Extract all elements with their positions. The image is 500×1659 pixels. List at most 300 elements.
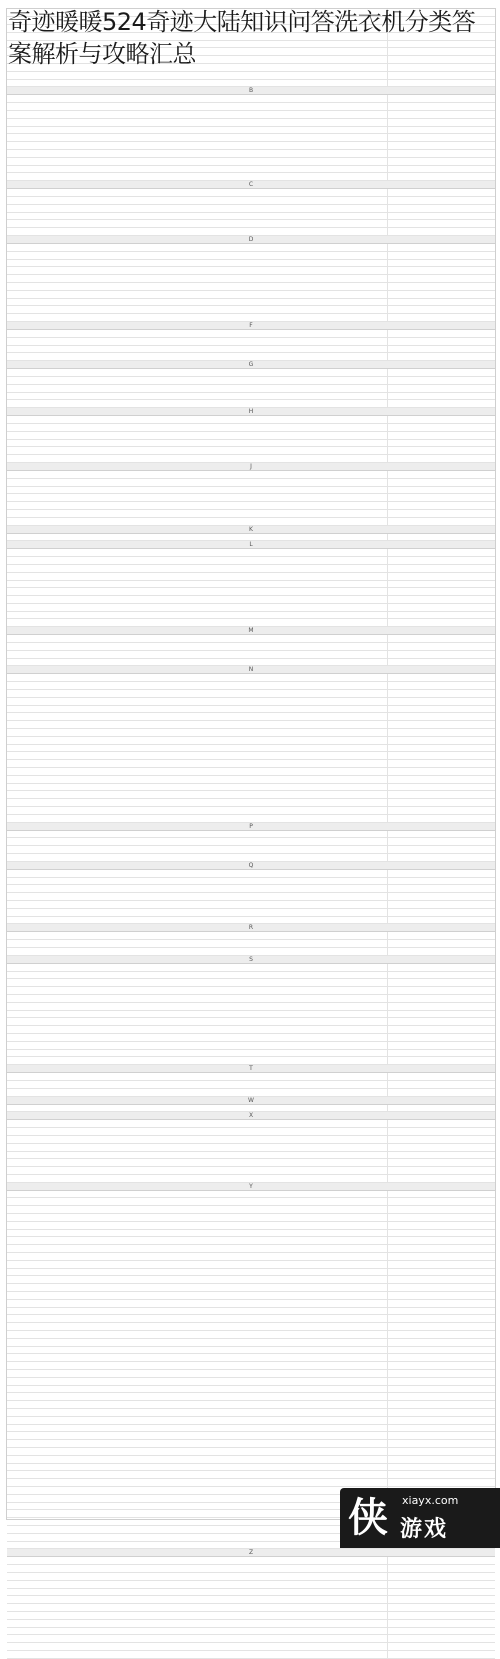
question-cell	[7, 643, 388, 651]
question-cell	[7, 658, 388, 666]
answer-cell	[388, 251, 495, 259]
table-row	[7, 650, 495, 658]
answer-cell	[388, 517, 495, 525]
question-cell	[7, 1377, 388, 1385]
table-row	[7, 384, 495, 392]
question-cell	[7, 814, 388, 822]
table-row	[7, 251, 495, 259]
answer-cell	[388, 1276, 495, 1284]
question-cell	[7, 721, 388, 729]
question-cell	[7, 1455, 388, 1463]
answer-cell	[388, 1292, 495, 1300]
table-row	[7, 1572, 495, 1580]
question-cell	[7, 111, 388, 119]
question-cell	[7, 971, 388, 979]
answer-cell	[388, 502, 495, 510]
answer-cell	[388, 173, 495, 181]
table-row	[7, 423, 495, 431]
question-cell	[7, 353, 388, 361]
section-letter: T	[7, 1065, 495, 1073]
question-cell	[7, 1401, 388, 1409]
table-row	[7, 760, 495, 768]
answer-cell	[388, 854, 495, 862]
answer-cell	[388, 533, 495, 541]
table-row	[7, 713, 495, 721]
answer-cell	[388, 290, 495, 298]
answer-cell	[388, 1080, 495, 1088]
table-row	[7, 752, 495, 760]
question-cell	[7, 1292, 388, 1300]
table-row	[7, 1385, 495, 1393]
question-cell	[7, 251, 388, 259]
table-row	[7, 126, 495, 134]
question-cell	[7, 1315, 388, 1323]
table-row	[7, 1557, 495, 1565]
question-cell	[7, 1299, 388, 1307]
question-cell	[7, 744, 388, 752]
watermark-glyph: 侠	[348, 1495, 388, 1541]
answer-cell	[388, 197, 495, 205]
answer-cell	[388, 1377, 495, 1385]
table-row	[7, 603, 495, 611]
section-letter-row	[7, 627, 495, 635]
answer-cell	[388, 314, 495, 322]
table-row	[7, 877, 495, 885]
section-letter-row	[7, 822, 495, 830]
section-letter: Q	[7, 861, 495, 869]
table-row	[7, 111, 495, 119]
table-row	[7, 1167, 495, 1175]
section-letter: L	[7, 541, 495, 549]
question-cell	[7, 1447, 388, 1455]
answer-cell	[388, 658, 495, 666]
section-letter: S	[7, 955, 495, 963]
question-cell	[7, 635, 388, 643]
question-cell	[7, 1073, 388, 1081]
answer-cell	[388, 1611, 495, 1619]
table-row	[7, 1229, 495, 1237]
watermark-url: xiayx.com	[402, 1494, 459, 1507]
question-cell	[7, 1370, 388, 1378]
question-cell	[7, 1253, 388, 1261]
question-cell	[7, 455, 388, 463]
answer-cell	[388, 1214, 495, 1222]
question-cell	[7, 799, 388, 807]
table-row	[7, 744, 495, 752]
table-row	[7, 846, 495, 854]
answer-cell	[388, 721, 495, 729]
table-row	[7, 1362, 495, 1370]
question-cell	[7, 885, 388, 893]
table-row	[7, 204, 495, 212]
table-row	[7, 228, 495, 236]
table-row	[7, 1049, 495, 1057]
answer-cell	[388, 486, 495, 494]
table-row	[7, 1354, 495, 1362]
answer-cell	[388, 1580, 495, 1588]
question-cell	[7, 580, 388, 588]
question-cell	[7, 283, 388, 291]
table-row	[7, 1650, 495, 1658]
question-cell	[7, 900, 388, 908]
question-cell	[7, 1221, 388, 1229]
question-cell	[7, 1198, 388, 1206]
answer-cell	[388, 1409, 495, 1417]
table-row	[7, 1455, 495, 1463]
section-letter: K	[7, 525, 495, 533]
section-letter-row	[7, 1096, 495, 1104]
answer-cell	[388, 1010, 495, 1018]
answer-cell	[388, 705, 495, 713]
question-cell	[7, 298, 388, 306]
table-row	[7, 869, 495, 877]
answer-cell	[388, 729, 495, 737]
question-cell	[7, 290, 388, 298]
table-row	[7, 1463, 495, 1471]
table-row	[7, 705, 495, 713]
table-row	[7, 854, 495, 862]
table-row	[7, 1588, 495, 1596]
answer-cell	[388, 79, 495, 87]
table-row	[7, 1331, 495, 1339]
table-row	[7, 502, 495, 510]
question-cell	[7, 854, 388, 862]
table-row	[7, 611, 495, 619]
answer-cell	[388, 1588, 495, 1596]
table-row	[7, 1299, 495, 1307]
table-row	[7, 173, 495, 181]
table-row	[7, 783, 495, 791]
question-cell	[7, 713, 388, 721]
question-cell	[7, 1572, 388, 1580]
question-cell	[7, 1245, 388, 1253]
question-cell	[7, 392, 388, 400]
question-cell	[7, 1167, 388, 1175]
table-row	[7, 1033, 495, 1041]
question-cell	[7, 142, 388, 150]
page-title: 奇迹暖暖524奇迹大陆知识问答洗衣机分类答案解析与攻略汇总	[8, 8, 476, 68]
answer-cell	[388, 142, 495, 150]
section-letter: N	[7, 666, 495, 674]
table-row	[7, 947, 495, 955]
question-cell	[7, 1190, 388, 1198]
question-cell	[7, 690, 388, 698]
table-row	[7, 830, 495, 838]
answer-cell	[388, 478, 495, 486]
question-cell	[7, 212, 388, 220]
question-cell	[7, 1588, 388, 1596]
table-row	[7, 799, 495, 807]
answer-cell	[388, 557, 495, 565]
table-row	[7, 979, 495, 987]
question-cell	[7, 79, 388, 87]
answer-cell	[388, 1002, 495, 1010]
table-row	[7, 1276, 495, 1284]
table-row	[7, 455, 495, 463]
question-cell	[7, 1026, 388, 1034]
answer-cell	[388, 611, 495, 619]
answer-cell	[388, 1033, 495, 1041]
question-cell	[7, 588, 388, 596]
question-cell	[7, 314, 388, 322]
question-cell	[7, 173, 388, 181]
answer-cell	[388, 111, 495, 119]
answer-cell	[388, 275, 495, 283]
answer-cell	[388, 1190, 495, 1198]
table-row	[7, 283, 495, 291]
question-cell	[7, 760, 388, 768]
question-cell	[7, 103, 388, 111]
question-cell	[7, 1049, 388, 1057]
answer-cell	[388, 1284, 495, 1292]
table-row	[7, 1135, 495, 1143]
question-cell	[7, 572, 388, 580]
question-cell	[7, 494, 388, 502]
answer-cell	[388, 987, 495, 995]
question-cell	[7, 439, 388, 447]
answer-cell	[388, 103, 495, 111]
table-row	[7, 1424, 495, 1432]
answer-cell	[388, 392, 495, 400]
table-row	[7, 1128, 495, 1136]
question-cell	[7, 869, 388, 877]
answer-cell	[388, 760, 495, 768]
question-cell	[7, 705, 388, 713]
table-row	[7, 1471, 495, 1479]
table-row	[7, 259, 495, 267]
question-cell	[7, 564, 388, 572]
table-row	[7, 1026, 495, 1034]
table-row	[7, 1409, 495, 1417]
table-row	[7, 1237, 495, 1245]
question-cell	[7, 1135, 388, 1143]
question-cell	[7, 71, 388, 79]
answer-cell	[388, 1650, 495, 1658]
table-row	[7, 392, 495, 400]
table-row	[7, 768, 495, 776]
table-row	[7, 220, 495, 228]
section-letter-row	[7, 525, 495, 533]
answer-cell	[388, 1260, 495, 1268]
answer-cell	[388, 423, 495, 431]
answer-cell	[388, 1479, 495, 1487]
section-letter: G	[7, 361, 495, 369]
table-row	[7, 486, 495, 494]
table-row	[7, 1260, 495, 1268]
table-row	[7, 517, 495, 525]
question-cell	[7, 1502, 388, 1510]
table-row	[7, 1619, 495, 1627]
question-cell	[7, 1214, 388, 1222]
question-cell	[7, 791, 388, 799]
question-cell	[7, 1385, 388, 1393]
answer-cell	[388, 329, 495, 337]
table-row	[7, 674, 495, 682]
question-cell	[7, 1104, 388, 1112]
title-area	[0, 0, 500, 72]
answer-cell	[388, 1370, 495, 1378]
answer-cell	[388, 220, 495, 228]
table-row	[7, 1447, 495, 1455]
table-row	[7, 470, 495, 478]
table-row	[7, 1635, 495, 1643]
section-letter: H	[7, 408, 495, 416]
answer-cell	[388, 564, 495, 572]
answer-cell	[388, 1268, 495, 1276]
question-cell	[7, 376, 388, 384]
answer-cell	[388, 1245, 495, 1253]
table-row	[7, 533, 495, 541]
answer-cell	[388, 1604, 495, 1612]
table-row	[7, 814, 495, 822]
answer-cell	[388, 690, 495, 698]
answer-cell	[388, 1041, 495, 1049]
table-row	[7, 1440, 495, 1448]
question-cell	[7, 830, 388, 838]
table-row	[7, 118, 495, 126]
answer-cell	[388, 1557, 495, 1565]
table-row	[7, 306, 495, 314]
section-letter: B	[7, 87, 495, 95]
answer-cell	[388, 1346, 495, 1354]
table-row	[7, 658, 495, 666]
answer-cell	[388, 1057, 495, 1065]
question-cell	[7, 1596, 388, 1604]
section-letter-row	[7, 462, 495, 470]
question-cell	[7, 228, 388, 236]
question-cell	[7, 197, 388, 205]
answer-cell	[388, 572, 495, 580]
table-row	[7, 197, 495, 205]
table-row	[7, 807, 495, 815]
answer-cell	[388, 337, 495, 345]
answer-cell	[388, 1354, 495, 1362]
table-row	[7, 1151, 495, 1159]
question-cell	[7, 134, 388, 142]
question-cell	[7, 611, 388, 619]
answer-cell	[388, 1253, 495, 1261]
question-cell	[7, 1331, 388, 1339]
section-letter: M	[7, 627, 495, 635]
answer-cell	[388, 470, 495, 478]
table-row	[7, 1268, 495, 1276]
question-cell	[7, 95, 388, 103]
question-cell	[7, 1611, 388, 1619]
question-cell	[7, 1479, 388, 1487]
question-cell	[7, 189, 388, 197]
question-cell	[7, 502, 388, 510]
answer-cell	[388, 1221, 495, 1229]
answer-cell	[388, 1135, 495, 1143]
table-row	[7, 1307, 495, 1315]
section-letter: X	[7, 1112, 495, 1120]
question-cell	[7, 423, 388, 431]
question-cell	[7, 416, 388, 424]
answer-cell	[388, 1447, 495, 1455]
question-cell	[7, 1080, 388, 1088]
table-row	[7, 1159, 495, 1167]
table-row	[7, 142, 495, 150]
table-row	[7, 564, 495, 572]
answer-cell	[388, 1565, 495, 1573]
question-cell	[7, 979, 388, 987]
table-row	[7, 134, 495, 142]
question-cell	[7, 963, 388, 971]
table-row	[7, 775, 495, 783]
question-cell	[7, 557, 388, 565]
table-row	[7, 893, 495, 901]
answer-cell	[388, 228, 495, 236]
question-cell	[7, 1393, 388, 1401]
section-letter: W	[7, 1096, 495, 1104]
answer-cell	[388, 165, 495, 173]
question-cell	[7, 1237, 388, 1245]
table-row	[7, 729, 495, 737]
table-row	[7, 736, 495, 744]
question-cell	[7, 150, 388, 158]
section-letter-row	[7, 1112, 495, 1120]
question-cell	[7, 306, 388, 314]
answer-cell	[388, 1049, 495, 1057]
section-letter-row	[7, 924, 495, 932]
question-cell	[7, 1346, 388, 1354]
question-cell	[7, 1627, 388, 1635]
table-row	[7, 1401, 495, 1409]
answer-cell	[388, 752, 495, 760]
table-row	[7, 71, 495, 79]
question-cell	[7, 447, 388, 455]
section-letter: C	[7, 181, 495, 189]
table-row	[7, 1198, 495, 1206]
answer-cell	[388, 1416, 495, 1424]
answer-cell	[388, 1463, 495, 1471]
section-letter-row	[7, 321, 495, 329]
answer-cell	[388, 768, 495, 776]
table-row	[7, 572, 495, 580]
answer-cell	[388, 306, 495, 314]
table-row	[7, 1010, 495, 1018]
table-row	[7, 1002, 495, 1010]
question-cell	[7, 596, 388, 604]
table-row	[7, 1214, 495, 1222]
table-row	[7, 690, 495, 698]
question-cell	[7, 509, 388, 517]
question-cell	[7, 267, 388, 275]
answer-cell	[388, 1018, 495, 1026]
answer-cell	[388, 1362, 495, 1370]
answer-cell	[388, 1635, 495, 1643]
question-cell	[7, 1440, 388, 1448]
question-cell	[7, 940, 388, 948]
question-cell	[7, 1416, 388, 1424]
section-letter-row	[7, 541, 495, 549]
question-cell	[7, 1229, 388, 1237]
question-cell	[7, 549, 388, 557]
answer-cell	[388, 736, 495, 744]
answer-cell	[388, 588, 495, 596]
question-cell	[7, 682, 388, 690]
table-row	[7, 189, 495, 197]
answer-cell	[388, 439, 495, 447]
answer-cell	[388, 908, 495, 916]
question-cell	[7, 329, 388, 337]
answer-cell	[388, 244, 495, 252]
question-cell	[7, 838, 388, 846]
question-cell	[7, 204, 388, 212]
answer-cell	[388, 212, 495, 220]
table-row	[7, 150, 495, 158]
answer-cell	[388, 134, 495, 142]
